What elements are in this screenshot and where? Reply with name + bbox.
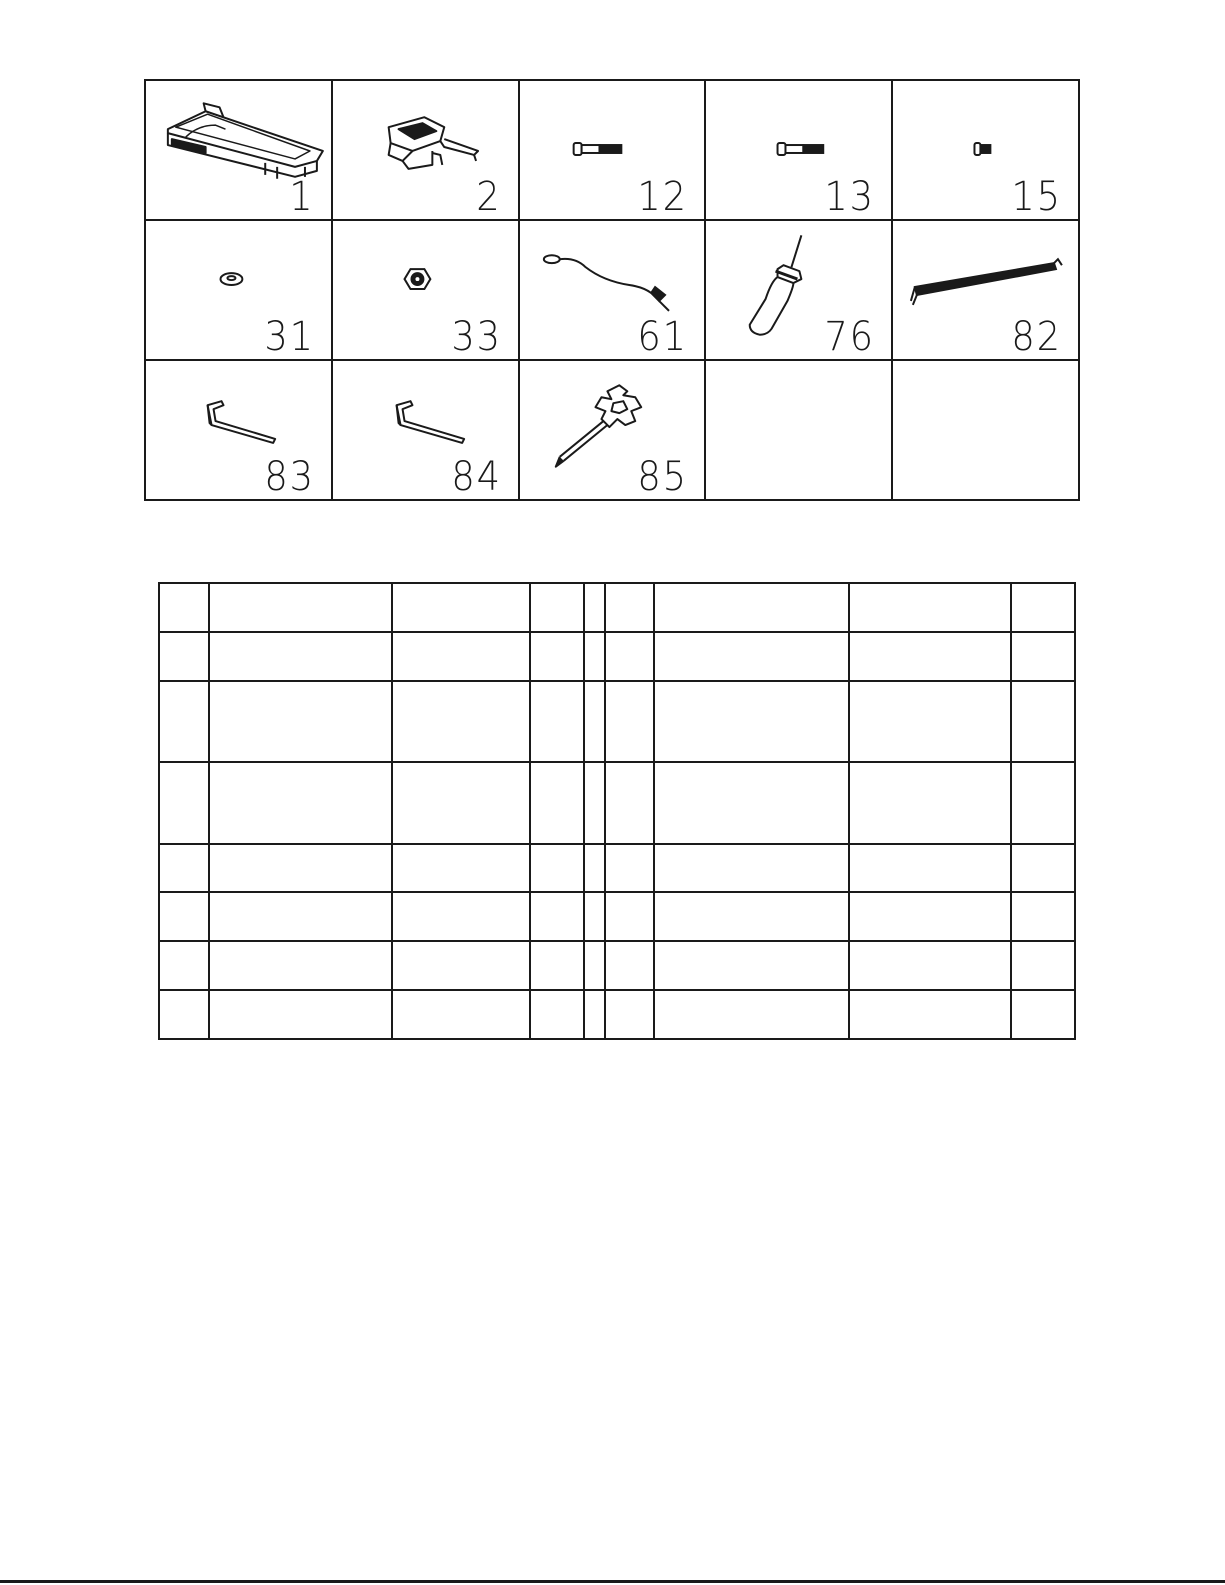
table-cell bbox=[530, 941, 584, 990]
part-number: 33 bbox=[451, 314, 502, 360]
table-cell bbox=[654, 990, 849, 1039]
table-cell bbox=[849, 941, 1011, 990]
table-cell bbox=[159, 681, 209, 762]
table-cell bbox=[605, 583, 654, 632]
part-cell-12 bbox=[519, 80, 706, 220]
table-cell bbox=[209, 632, 392, 681]
part-cell-13 bbox=[705, 80, 892, 220]
part-cell-31 bbox=[145, 220, 332, 360]
table-row bbox=[159, 583, 1075, 632]
table-row bbox=[159, 941, 1075, 990]
part-number: 1 bbox=[289, 174, 315, 220]
part-cell-2 bbox=[332, 80, 519, 220]
part-number: 12 bbox=[637, 174, 689, 220]
empty-part-cell bbox=[705, 360, 892, 500]
table-cell bbox=[849, 681, 1011, 762]
table-cell bbox=[209, 681, 392, 762]
table-row bbox=[159, 632, 1075, 681]
table-cell bbox=[849, 844, 1011, 893]
part-cell-84 bbox=[332, 360, 519, 500]
table-cell bbox=[584, 632, 605, 681]
part-cell-1 bbox=[145, 80, 332, 220]
table-cell bbox=[392, 681, 530, 762]
table-cell bbox=[392, 941, 530, 990]
table-cell bbox=[605, 990, 654, 1039]
parts-row bbox=[145, 80, 1079, 220]
part-cell-82 bbox=[892, 220, 1079, 360]
table-cell bbox=[209, 583, 392, 632]
table-cell bbox=[654, 583, 849, 632]
table-cell bbox=[530, 632, 584, 681]
table-row bbox=[159, 990, 1075, 1039]
table-cell bbox=[605, 844, 654, 893]
part-number: 76 bbox=[824, 314, 876, 360]
table-cell bbox=[159, 762, 209, 843]
table-cell bbox=[605, 762, 654, 843]
part-cell-76 bbox=[705, 220, 892, 360]
table-cell bbox=[654, 941, 849, 990]
table-cell bbox=[209, 990, 392, 1039]
part-number: 84 bbox=[451, 454, 502, 500]
table-cell bbox=[530, 583, 584, 632]
table-cell bbox=[849, 990, 1011, 1039]
table-cell bbox=[159, 990, 209, 1039]
table-cell bbox=[1011, 632, 1075, 681]
table-row bbox=[159, 681, 1075, 762]
page-bottom-rule bbox=[0, 1580, 1225, 1583]
table-cell bbox=[159, 583, 209, 632]
table-row bbox=[159, 844, 1075, 893]
part-number: 82 bbox=[1011, 314, 1062, 360]
parts-list-table bbox=[158, 582, 1076, 1040]
table-cell bbox=[209, 941, 392, 990]
table-cell bbox=[159, 632, 209, 681]
table-cell bbox=[584, 990, 605, 1039]
table-cell bbox=[1011, 844, 1075, 893]
table-cell bbox=[605, 632, 654, 681]
table-cell bbox=[849, 892, 1011, 941]
table-cell bbox=[209, 844, 392, 893]
table-cell bbox=[849, 583, 1011, 632]
table-cell bbox=[209, 762, 392, 843]
table-cell bbox=[392, 844, 530, 893]
table-cell bbox=[584, 844, 605, 893]
part-cell-85 bbox=[519, 360, 706, 500]
table-cell bbox=[159, 892, 209, 941]
table-cell bbox=[392, 990, 530, 1039]
part-number: 2 bbox=[476, 174, 502, 220]
table-cell bbox=[1011, 892, 1075, 941]
table-cell bbox=[584, 941, 605, 990]
table-cell bbox=[584, 583, 605, 632]
table-cell bbox=[849, 632, 1011, 681]
table-cell bbox=[392, 892, 530, 941]
part-number: 15 bbox=[1011, 174, 1062, 220]
table-cell bbox=[605, 892, 654, 941]
part-number: 85 bbox=[637, 454, 689, 500]
empty-part-cell bbox=[892, 360, 1079, 500]
part-number: 61 bbox=[637, 314, 689, 360]
table-cell bbox=[654, 632, 849, 681]
part-number: 83 bbox=[264, 454, 315, 500]
table-cell bbox=[1011, 762, 1075, 843]
table-cell bbox=[530, 892, 584, 941]
table-cell bbox=[584, 681, 605, 762]
table-cell bbox=[392, 583, 530, 632]
part-number: 13 bbox=[824, 174, 876, 220]
table-cell bbox=[209, 892, 392, 941]
part-cell-15 bbox=[892, 80, 1079, 220]
part-cell-33 bbox=[332, 220, 519, 360]
table-cell bbox=[1011, 681, 1075, 762]
part-number: 31 bbox=[264, 314, 315, 360]
table-cell bbox=[1011, 941, 1075, 990]
parts-row bbox=[145, 360, 1079, 500]
table-cell bbox=[530, 681, 584, 762]
table-cell bbox=[654, 681, 849, 762]
table-cell bbox=[530, 844, 584, 893]
part-cell-83 bbox=[145, 360, 332, 500]
table-cell bbox=[654, 844, 849, 893]
table-cell bbox=[849, 762, 1011, 843]
part-cell-61 bbox=[519, 220, 706, 360]
table-cell bbox=[605, 941, 654, 990]
table-cell bbox=[392, 762, 530, 843]
table-cell bbox=[654, 892, 849, 941]
table-row bbox=[159, 762, 1075, 843]
table-cell bbox=[584, 762, 605, 843]
table-cell bbox=[1011, 990, 1075, 1039]
table-cell bbox=[159, 844, 209, 893]
table-cell bbox=[605, 681, 654, 762]
parts-row bbox=[145, 220, 1079, 360]
table-cell bbox=[530, 762, 584, 843]
parts-illustration-grid bbox=[144, 79, 1080, 501]
table-cell bbox=[654, 762, 849, 843]
table-cell bbox=[159, 941, 209, 990]
table-cell bbox=[1011, 583, 1075, 632]
table-cell bbox=[392, 632, 530, 681]
table-cell bbox=[584, 892, 605, 941]
table-cell bbox=[530, 990, 584, 1039]
table-row bbox=[159, 892, 1075, 941]
